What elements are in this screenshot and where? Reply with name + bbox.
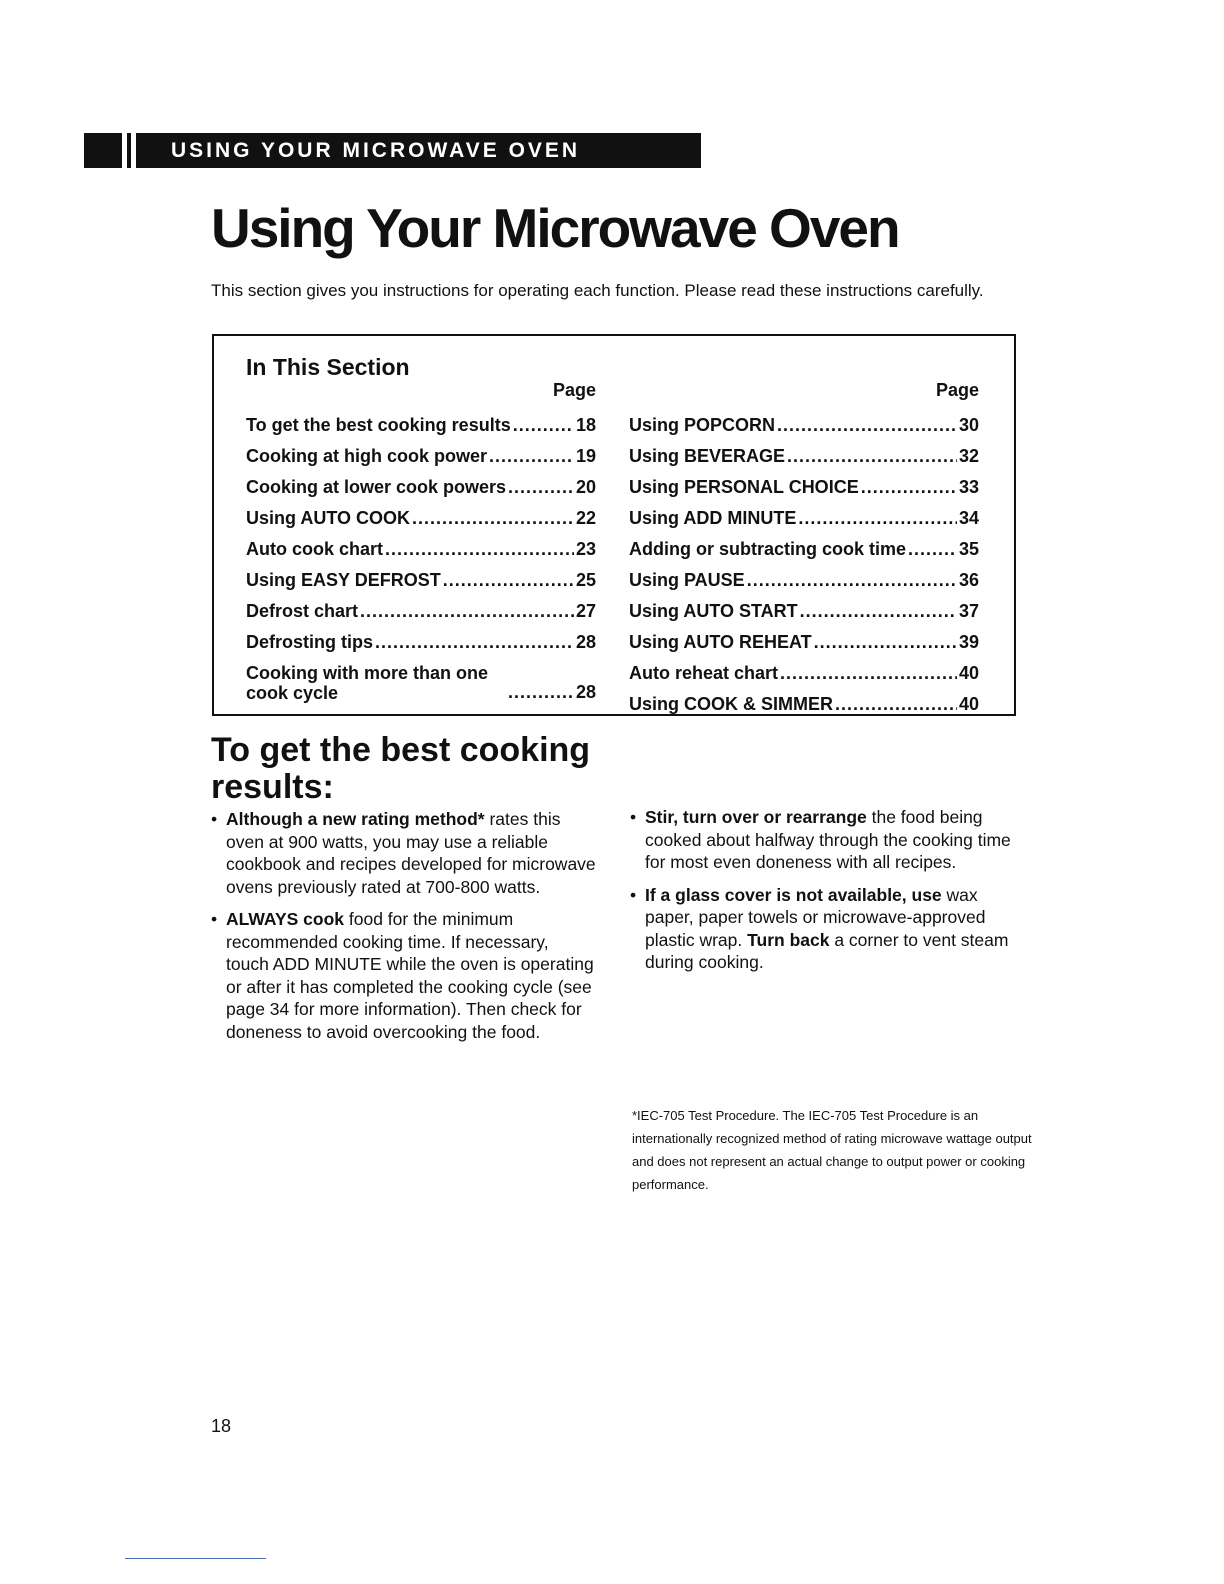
toc-entry[interactable] [629,684,979,715]
toc-entry-page: 19 [575,446,596,466]
bullet-lead: If a glass cover is not available, use [645,884,942,905]
bullet-text: food for the minimum recommended cooking time. If necessary, touch ADD MINUTE while the oven is operating or after it has completed the cooking cycle (see page 34 for more information). Then check for doneness to avoid overcooking the food. [226,909,594,1042]
toc-entry-page: 20 [575,477,596,497]
toc-entry-page: 37 [958,601,979,621]
toc-entry-label: Using AUTO START [629,601,798,621]
header-block-mark [84,133,122,168]
bullet-list-left [211,808,596,1053]
toc-entry-page: 28 [575,632,596,652]
toc-entry-label: Cooking at high cook power [246,446,488,466]
bullet-lead: Turn back [747,929,830,950]
toc-entry-page: 27 [575,601,596,621]
toc-entry-label: Using POPCORN [629,415,776,435]
bullet-text: a corner to vent steam during cooking. [645,929,1009,972]
toc-entry[interactable] [246,560,596,591]
toc-entry-label: Cooking at lower cook powers [246,477,507,497]
bullet-item [630,884,1030,974]
toc-entry-page: 30 [958,415,979,435]
toc-entry-label: Using AUTO COOK [246,508,411,528]
toc-entry[interactable] [246,653,596,703]
toc-entry-label: Cooking with more than one cook cycle [246,663,488,703]
toc-entry[interactable] [629,529,979,560]
section-heading: To get the best cooking results: [211,731,591,806]
bullet-lead: ALWAYS cook [226,909,344,929]
toc-entry-label: To get the best cooking results [246,415,511,435]
toc-entry-page: 40 [958,694,979,714]
toc-entry-label: Using COOK & SIMMER [629,694,834,714]
toc-entry-label: Using ADD MINUTE [629,508,797,528]
toc-entry[interactable] [246,498,596,529]
toc-entry-label: Using AUTO REHEAT [629,632,812,652]
bullet-text: wax paper, paper towels or microwave-approved plastic wrap. [645,884,986,950]
toc-entry-label: Adding or subtracting cook time [629,539,907,559]
toc-entry-page: 40 [958,663,979,683]
toc-entry-page: 25 [575,570,596,590]
bullet-item [630,806,1030,874]
bullet-item [211,908,596,1043]
toc-entry[interactable] [629,560,979,591]
toc-entry-page: 35 [958,539,979,559]
toc-entry-label: Auto cook chart [246,539,384,559]
toc-entry[interactable] [629,436,979,467]
toc-entry[interactable] [246,591,596,622]
toc-entry[interactable] [246,622,596,653]
toc-entry-page: 28 [575,682,596,702]
page-number: 18 [211,1416,232,1436]
toc-page-label: Page [552,380,596,400]
toc-entry-page: 23 [575,539,596,559]
page-title: Using Your Microwave Oven [211,197,899,259]
toc-right-column [629,375,979,715]
toc-entry[interactable] [246,405,596,436]
toc-entry-page: 34 [958,508,979,528]
intro-paragraph: This section gives you instructions for operating each function. Please read these instructions carefully. [211,281,984,300]
footnote: *IEC-705 Test Procedure. The IEC-705 Test Procedure is an internationally recognized method of rating microwave wattage output and does not represent an actual change to output power or cooking performance. [632,1108,1032,1192]
toc-entry[interactable] [629,498,979,529]
toc-heading: In This Section [246,354,410,380]
toc-entry-label: Auto reheat chart [629,663,779,683]
toc-entry-page: 36 [958,570,979,590]
toc-entry-label: Defrost chart [246,601,359,621]
toc-page-label: Page [935,380,979,400]
toc-entry[interactable] [246,467,596,498]
toc-entry[interactable] [629,622,979,653]
toc-entry[interactable] [246,529,596,560]
toc-entry-page: 33 [958,477,979,497]
toc-entry-label: Using PERSONAL CHOICE [629,477,859,497]
toc-entry[interactable] [246,436,596,467]
toc-entry-label: Defrosting tips [246,632,374,652]
toc-left-column [246,375,596,703]
bottom-rule [125,1558,266,1559]
section-header-label: USING YOUR MICROWAVE OVEN [136,133,701,168]
bullet-text: the food being cooked about halfway through the cooking time for most even doneness with all recipes. [645,807,1011,872]
header-thin-mark [127,133,131,168]
bullet-lead: Stir, turn over or rearrange [645,807,867,827]
bullet-list-right [630,806,1030,984]
section-header-band [84,133,701,168]
toc-entry[interactable] [629,405,979,436]
toc-entry-label: Using BEVERAGE [629,446,786,466]
toc-entry[interactable] [629,653,979,684]
toc-entry-page: 18 [575,415,596,435]
bullet-text: rates this oven at 900 watts, you may use a reliable cookbook and recipes developed for microwave ovens previously rated at 700-800 watts. [226,809,596,897]
bullet-lead: Although a new rating method* [226,809,485,829]
toc-entry-label: Using PAUSE [629,570,745,590]
toc-entry-page: 32 [958,446,979,466]
toc-entry-page: 39 [958,632,979,652]
toc-entry[interactable] [629,591,979,622]
toc-entry-page: 22 [575,508,596,528]
toc-entry-label: Using EASY DEFROST [246,570,441,590]
toc-entry[interactable] [629,467,979,498]
bullet-item [211,808,596,898]
